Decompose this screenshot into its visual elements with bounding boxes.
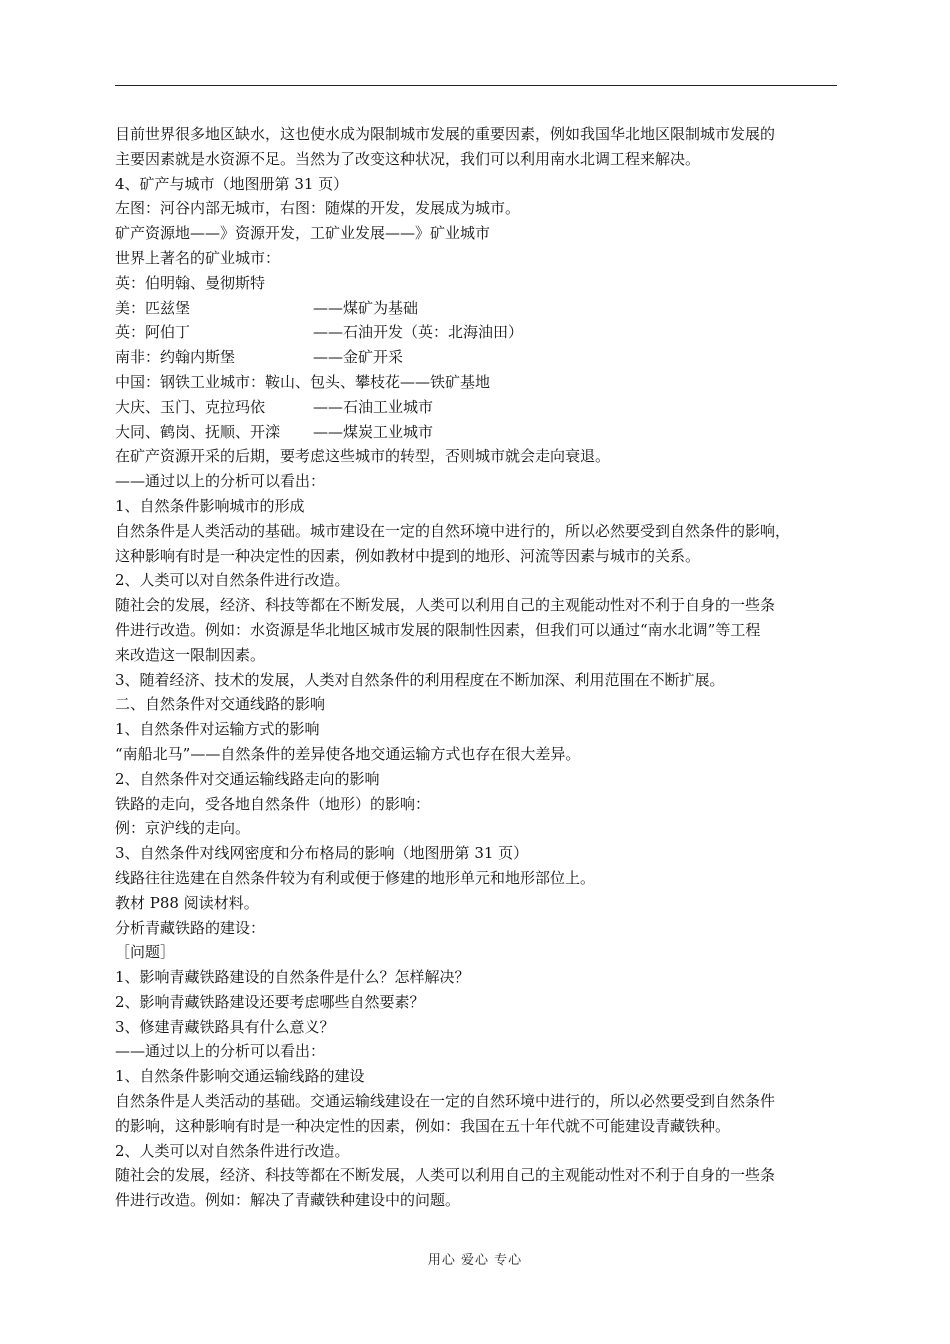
text-line: 2、人类可以对自然条件进行改造。 bbox=[115, 571, 350, 590]
city-basis: ——煤炭工业城市 bbox=[313, 422, 434, 441]
text-line: 3、自然条件对线网密度和分布格局的影响（地图册第 31 页） bbox=[115, 844, 529, 863]
city-name: 南非：约翰内斯堡 bbox=[115, 348, 236, 367]
header-rule bbox=[115, 85, 837, 86]
text-line: 件进行改造。例如：解决了青藏铁种建设中的问题。 bbox=[115, 1191, 461, 1210]
text-line: ——通过以上的分析可以看出： bbox=[115, 1042, 326, 1061]
text-block bbox=[115, 444, 843, 1213]
text-line: 目前世界很多地区缺水，这也使水成为限制城市发展的重要因素，例如我国华北地区限制城市发展的 bbox=[115, 125, 776, 143]
text-line: 矿产资源地——》资源开发，工矿业发展——》矿业城市 bbox=[115, 224, 491, 243]
text-line: 2、自然条件对交通运输线路走向的影响 bbox=[115, 769, 380, 788]
document-body bbox=[115, 122, 843, 1213]
text-line: 在矿产资源开采的后期，要考虑这些城市的转型，否则城市就会走向衰退。 bbox=[115, 447, 611, 466]
text-line: 随社会的发展，经济、科技等都在不断发展，人类可以利用自己的主观能动性对不利于自身的一些条 bbox=[115, 1166, 776, 1185]
city-basis: ——金矿开采 bbox=[313, 348, 404, 367]
city-basis: ——石油工业城市 bbox=[313, 397, 434, 416]
text-line: 主要因素就是水资源不足。当然为了改变这种状况，我们可以利用南水北调工程来解决。 bbox=[115, 149, 701, 168]
text-line: 分析青藏铁路的建设： bbox=[115, 918, 266, 937]
city-basis: ——石油开发（英：北海油田） bbox=[313, 323, 524, 342]
text-line: 线路往往选建在自然条件较为有利或便于修建的地形单元和地形部位上。 bbox=[115, 868, 596, 887]
text-line: 4、矿产与城市（地图册第 31 页） bbox=[115, 174, 349, 193]
text-line: 英：伯明翰、曼彻斯特 bbox=[115, 273, 266, 292]
text-line: 3、修建青藏铁路具有什么意义？ bbox=[115, 1017, 335, 1036]
text-line: ［问题］ bbox=[115, 943, 176, 962]
text-line: 2、影响青藏铁路建设还要考虑哪些自然要素？ bbox=[115, 992, 425, 1011]
text-line: 件进行改造。例如：水资源是华北地区城市发展的限制性因素，但我们可以通过“南水北调”等工程 bbox=[115, 620, 761, 639]
city-row bbox=[115, 320, 843, 345]
text-line: 1、自然条件影响城市的形成 bbox=[115, 496, 305, 515]
text-line: 自然条件是人类活动的基础。交通运输线建设在一定的自然环境中进行的，所以必然要受到自然条件 bbox=[115, 1092, 776, 1111]
text-line: 来改造这一限制因素。 bbox=[115, 645, 266, 664]
text-line: 教材 P88 阅读材料。 bbox=[115, 893, 259, 912]
text-line: 的影响，这种影响有时是一种决定性的因素，例如：我国在五十年代就不可能建设青藏铁种。 bbox=[115, 1116, 731, 1135]
text-line: 1、自然条件对运输方式的影响 bbox=[115, 720, 320, 739]
text-line: 世界上著名的矿业城市： bbox=[115, 248, 281, 267]
text-line: 2、人类可以对自然条件进行改造。 bbox=[115, 1141, 350, 1160]
text-line: 左图：河谷内部无城市，右图：随煤的开发，发展成为城市。 bbox=[115, 199, 521, 218]
text-line: 二、自然条件对交通线路的影响 bbox=[115, 695, 326, 714]
city-row bbox=[115, 345, 843, 370]
text-line: 1、自然条件影响交通运输线路的建设 bbox=[115, 1067, 365, 1086]
text-line: 随社会的发展，经济、科技等都在不断发展，人类可以利用自己的主观能动性对不利于自身的一些条 bbox=[115, 596, 776, 615]
text-line: ——通过以上的分析可以看出： bbox=[115, 472, 326, 491]
text-line: 3、随着经济、技术的发展，人类对自然条件的利用程度在不断加深、利用范围在不断扩展。 bbox=[115, 670, 725, 689]
text-line: 例：京沪线的走向。 bbox=[115, 819, 251, 838]
city-name: 美：匹兹堡 bbox=[115, 298, 191, 317]
text-line: 自然条件是人类活动的基础。城市建设在一定的自然环境中进行的，所以必然要受到自然条件的影响， bbox=[115, 521, 791, 540]
city-name: 英：阿伯丁 bbox=[115, 323, 191, 342]
city-row bbox=[115, 296, 843, 321]
page-footer: 用心 爱心 专心 bbox=[427, 1253, 523, 1268]
city-name: 大庆、玉门、克拉玛依 bbox=[115, 397, 266, 416]
city-name: 大同、鹤岗、抚顺、开滦 bbox=[115, 422, 281, 441]
city-basis: ——煤矿为基础 bbox=[313, 298, 419, 317]
city-row bbox=[115, 420, 843, 445]
text-line: 1、影响青藏铁路建设的自然条件是什么？怎样解决？ bbox=[115, 968, 470, 987]
text-line: 中国：钢铁工业城市：鞍山、包头、攀枝花——铁矿基地 bbox=[115, 372, 491, 391]
text-line: 这种影响有时是一种决定性的因素，例如教材中提到的地形、河流等因素与城市的关系。 bbox=[115, 546, 701, 565]
city-row bbox=[115, 395, 843, 420]
text-line: 铁路的走向，受各地自然条件（地形）的影响： bbox=[115, 794, 431, 813]
text-line: “南船北马”——自然条件的差异使各地交通运输方式也存在很大差异。 bbox=[115, 744, 581, 763]
